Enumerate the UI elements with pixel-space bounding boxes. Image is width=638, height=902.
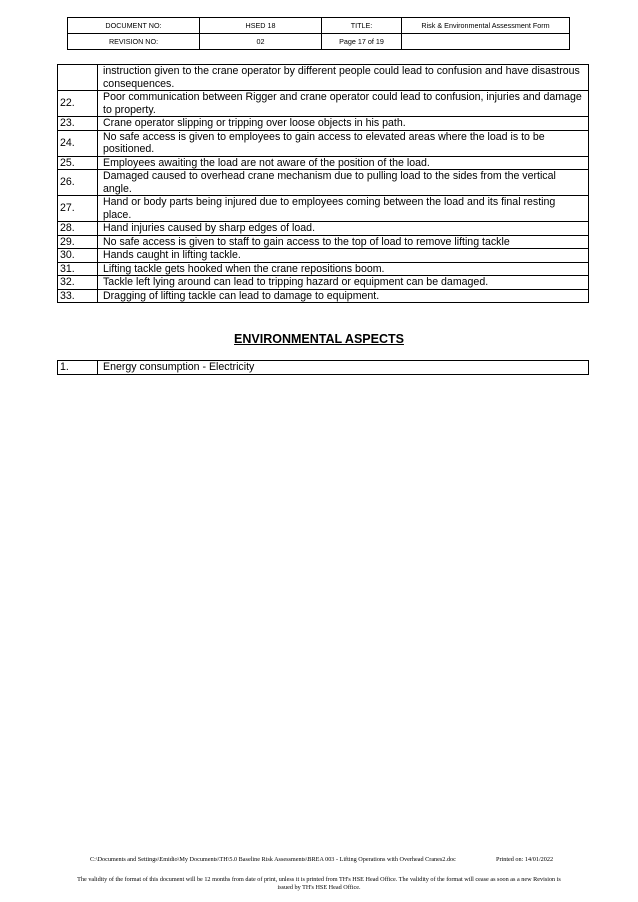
hazard-text: No safe access is given to staff to gain access to the top of load to remove lifting tackle (98, 235, 589, 249)
hazard-text: No safe access is given to employees to gain access to elevated areas where the load is to be positioned. (98, 130, 589, 156)
table-row (58, 249, 589, 263)
table-row (58, 196, 589, 222)
table-row (58, 262, 589, 276)
hazard-text: Hands caught in lifting tackle. (98, 249, 589, 263)
footer-file-path (90, 856, 560, 863)
hazard-text: Lifting tackle gets hooked when the crane repositions boom. (98, 262, 589, 276)
document-no-value: HSED 18 (200, 18, 322, 34)
hazard-text: Damaged caused to overhead crane mechanism due to pulling load to the sides from the vertical angle. (98, 170, 589, 196)
hazard-number: 29. (58, 235, 98, 249)
table-row (58, 130, 589, 156)
hazard-number: 32. (58, 276, 98, 290)
revision-no-value: 02 (200, 34, 322, 50)
revision-no-label: REVISION NO: (68, 34, 200, 50)
hazard-number (58, 65, 98, 91)
hazard-text: Crane operator slipping or tripping over loose objects in his path. (98, 117, 589, 131)
table-row (58, 117, 589, 131)
header-row-document (68, 18, 570, 34)
hazard-number: 23. (58, 117, 98, 131)
hazard-text: Dragging of lifting tackle can lead to damage to equipment. (98, 289, 589, 303)
hazards-table (57, 64, 589, 303)
header-empty-cell (402, 34, 570, 50)
environmental-aspects-heading: ENVIRONMENTAL ASPECTS (234, 332, 404, 346)
title-value: Risk & Environmental Assessment Form (402, 18, 570, 34)
header-row-revision (68, 34, 570, 50)
hazard-text: Tackle left lying around can lead to tripping hazard or equipment can be damaged. (98, 276, 589, 290)
table-row (58, 91, 589, 117)
table-row (58, 156, 589, 170)
aspect-text: Energy consumption - Electricity (98, 361, 589, 375)
table-row (58, 289, 589, 303)
hazard-text: Hand injuries caused by sharp edges of load. (98, 222, 589, 236)
hazard-number: 26. (58, 170, 98, 196)
table-row (58, 276, 589, 290)
table-row (58, 361, 589, 375)
hazard-number: 24. (58, 130, 98, 156)
hazard-number: 33. (58, 289, 98, 303)
page-number: Page 17 of 19 (322, 34, 402, 50)
file-path-text: C:\Documents and Settings\Emidio\My Documents\TH\5.0 Baseline Risk Assessments\BREA 003 - Lifting Operations with Overhead Cranes2.doc (90, 856, 456, 863)
environmental-aspects-table (57, 360, 589, 375)
hazard-number: 25. (58, 156, 98, 170)
hazard-number: 22. (58, 91, 98, 117)
hazard-text: instruction given to the crane operator by different people could lead to confusion and have disastrous consequences. (98, 65, 589, 91)
hazard-number: 31. (58, 262, 98, 276)
title-label: TITLE: (322, 18, 402, 34)
aspect-number: 1. (58, 361, 98, 375)
printed-date: Printed on: 14/01/2022 (496, 856, 554, 863)
table-row (58, 65, 589, 91)
footer-validity-note: The validity of the format of this document will be 12 months from date of print, unless it is printed from TH's HSE Head Office. The validity of the format will cease as soon as a new Revision is issued by TH's HSE Head Office. (77, 876, 561, 891)
table-row (58, 235, 589, 249)
table-row (58, 170, 589, 196)
hazard-number: 27. (58, 196, 98, 222)
document-no-label: DOCUMENT NO: (68, 18, 200, 34)
hazard-number: 28. (58, 222, 98, 236)
hazard-text: Hand or body parts being injured due to employees coming between the load and its final resting place. (98, 196, 589, 222)
hazard-text: Employees awaiting the load are not aware of the position of the load. (98, 156, 589, 170)
hazard-number: 30. (58, 249, 98, 263)
hazard-text: Poor communication between Rigger and crane operator could lead to confusion, injuries and damage to property. (98, 91, 589, 117)
table-row (58, 222, 589, 236)
document-header-table (67, 17, 570, 50)
